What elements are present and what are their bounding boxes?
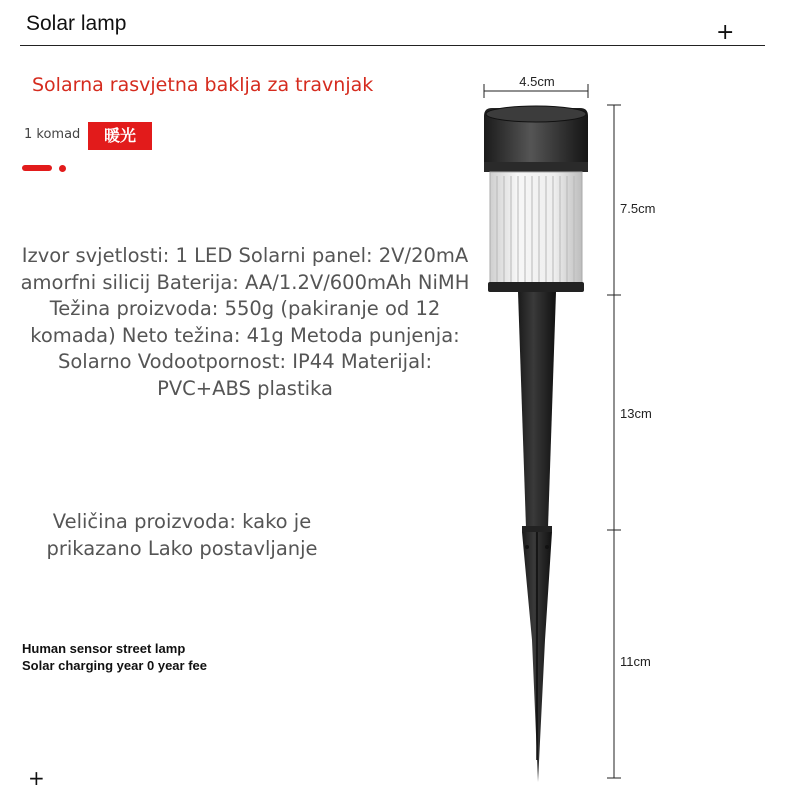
- width-dimension: [484, 74, 588, 98]
- plus-icon[interactable]: +: [716, 20, 735, 45]
- lamp-pole: [518, 292, 556, 532]
- tagline-line-2: Solar charging year 0 year fee: [22, 658, 207, 673]
- plus-icon[interactable]: +: [28, 766, 45, 790]
- tagline-line-1: Human sensor street lamp: [22, 641, 186, 656]
- page-title: Solar lamp: [26, 12, 127, 35]
- head-height-label: 7.5cm: [620, 201, 656, 216]
- width-label: 4.5cm: [519, 74, 555, 89]
- product-title: Solarna rasvjetna baklja za travnjak: [32, 74, 374, 96]
- color-option-badge[interactable]: 暖光: [88, 122, 152, 150]
- height-dimension: [607, 105, 655, 778]
- spike-height-label: 11cm: [620, 654, 651, 669]
- quantity-label: 1 komad: [24, 127, 81, 142]
- product-specs: Izvor svjetlosti: 1 LED Solarni panel: 2V/20mA amorfni silicij Baterija: AA/1.2V/600mAh NiMH Težina proizvoda: 550g (pakiranje od 12 komada) Neto težina: 41g Metoda punjenja: Solarno Vodootpornost: IP44 Materijal: PVC+ABS plastika: [20, 244, 470, 400]
- lamp-cap: [484, 106, 588, 172]
- lamp-spike: [522, 532, 552, 782]
- lamp-glass: [488, 172, 584, 292]
- pole-height-label: 13cm: [620, 406, 652, 421]
- size-note: Veličina proizvoda: kako je prikazano Lako postavljanje: [46, 510, 318, 560]
